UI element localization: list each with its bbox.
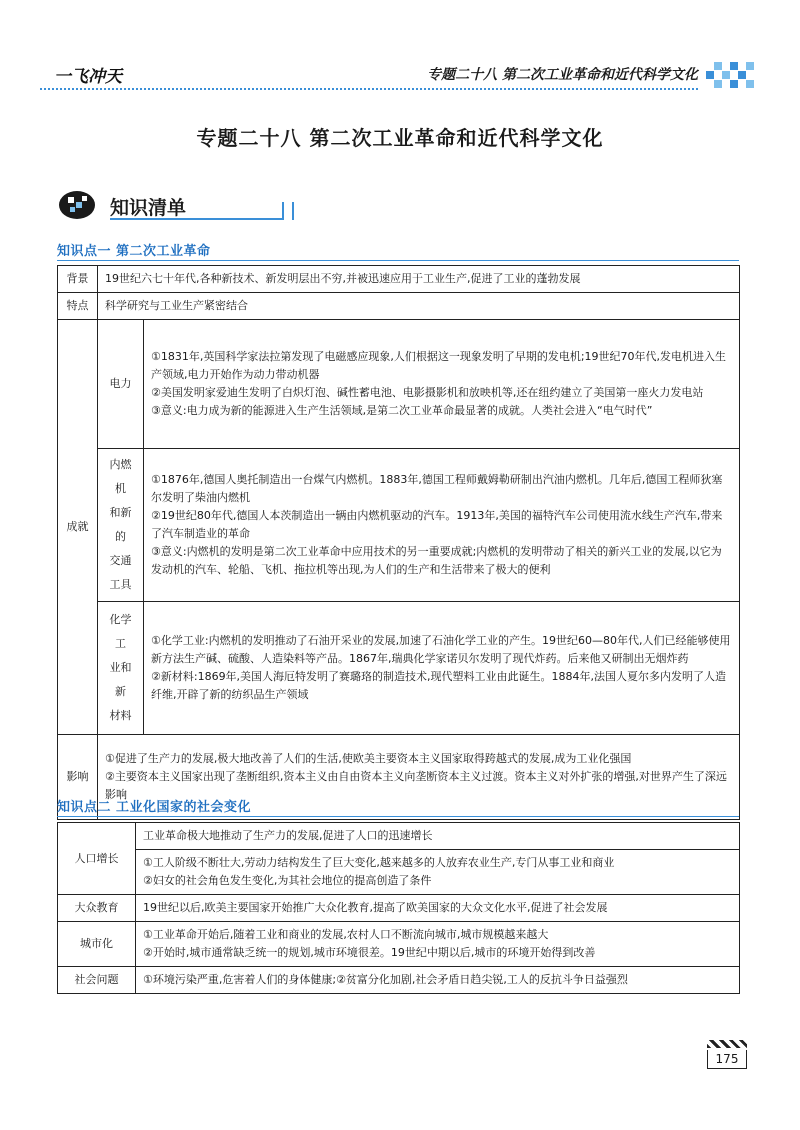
sub-label-line: 化学工 — [109, 613, 132, 650]
table-row — [58, 293, 740, 320]
list-item: ①工业革命开始后,随着工业和商业的发展,农村人口不断流向城市,城市规模越来越大 — [143, 928, 549, 941]
kp2-heading-text: 知识点二 工业化国家的社会变化 — [57, 800, 252, 815]
sub-label-engine — [98, 449, 144, 602]
header-divider — [40, 88, 698, 90]
education-text: 19世纪以后,欧美主要国家开始推广大众化教育,提高了欧美国家的大众文化水平,促进了社会发展 — [136, 895, 740, 922]
section-heading — [58, 188, 294, 222]
row-label-social: 社会问题 — [58, 967, 136, 994]
row-label-achievements: 成就 — [58, 320, 98, 735]
kp2-heading-underline — [57, 816, 739, 817]
urbanization-content — [136, 922, 740, 967]
list-item: ①工人阶级不断壮大,劳动力结构发生了巨大变化,越来越多的人放弃农业生产,专门从事工业和商业 — [143, 856, 615, 869]
background-text: 19世纪六七十年代,各种新技术、新发明层出不穷,并被迅速应用于工业生产,促进了工业的蓬勃发展 — [98, 266, 740, 293]
engine-content — [144, 449, 740, 602]
row-label-urbanization: 城市化 — [58, 922, 136, 967]
sub-label-line: 工具 — [109, 578, 132, 591]
list-item: ②开始时,城市通常缺乏统一的规划,城市环境很差。19世纪中期以后,城市的环境开始得到改善 — [143, 946, 596, 959]
sub-label-line: 内燃机 — [109, 458, 132, 495]
electricity-content — [144, 320, 740, 449]
table-row — [58, 449, 740, 602]
row-label-education: 大众教育 — [58, 895, 136, 922]
running-title: 专题二十八 第二次工业革命和近代科学文化 — [427, 67, 698, 83]
kp1-heading — [57, 240, 211, 259]
sub-label-line: 材料 — [109, 709, 132, 722]
list-item: ②主要资本主义国家出现了垄断组织,资本主义由自由资本主义向垄断资本主义过渡。资本主义对外扩张的增强,对世界产生了深远影响 — [105, 770, 727, 801]
row-label-impact: 影响 — [58, 735, 98, 820]
sub-label-line: 和新的 — [109, 506, 132, 543]
list-item: ③意义:电力成为新的能源进入生产生活领域,是第二次工业革命最显著的成就。人类社会进入“电气时代” — [151, 404, 653, 417]
kp1-table — [57, 265, 740, 820]
sub-label-line: 交通 — [109, 554, 132, 567]
brand-logo: 一飞冲天 — [54, 67, 122, 87]
list-item: ①化学工业:内燃机的发明推动了石油开采业的发展,加速了石油化学工业的产生。19世纪60—80年代,人们已经能够使用新方法生产碱、硫酸、人造染料等产品。1867年,瑞典化学家诺贝尔发明了现代炸药。后来他又研制出无烟炸药 — [151, 634, 731, 665]
page-title: 专题二十八 第二次工业革命和近代科学文化 — [196, 126, 604, 150]
list-item: ①1831年,英国科学家法拉第发现了电磁感应现象,人们根据这一现象发明了早期的发电机;19世纪70年代,发电机进入生产领域,电力开始作为动力带动机器 — [151, 350, 727, 381]
sub-label-electricity: 电力 — [98, 320, 144, 449]
list-item: ①1876年,德国人奥托制造出一台煤气内燃机。1883年,德国工程师戴姆勒研制出汽油内燃机。几年后,德国工程师狄塞尔发明了柴油内燃机 — [151, 473, 723, 504]
table-row — [58, 823, 740, 850]
sub-label-line: 业和新 — [109, 661, 132, 698]
page-header — [40, 60, 760, 90]
table-row — [58, 266, 740, 293]
table-row — [58, 850, 740, 895]
list-item: ③意义:内燃机的发明是第二次工业革命中应用技术的另一重要成就;内燃机的发明带动了相关的新兴工业的发展,以它为发动机的汽车、轮船、飞机、拖拉机等出现,为人们的生产和生活带来了极大的便利 — [151, 545, 722, 576]
kp1-heading-text: 知识点一 第二次工业革命 — [57, 244, 211, 259]
chemical-content — [144, 602, 740, 735]
social-text: ①环境污染严重,危害着人们的身体健康;②贫富分化加剧,社会矛盾日趋尖锐,工人的反抗斗争日益强烈 — [136, 967, 740, 994]
sub-label-chemical — [98, 602, 144, 735]
population-items — [136, 850, 740, 895]
population-top: 工业革命极大地推动了生产力的发展,促进了人口的迅速增长 — [136, 823, 740, 850]
page-number-decoration — [707, 1040, 747, 1048]
section-heading-underline — [110, 218, 284, 220]
kp2-heading — [57, 796, 251, 815]
star-badge-icon — [58, 190, 96, 220]
kp1-heading-underline — [57, 260, 739, 261]
list-item: ②妇女的社会角色发生变化,为其社会地位的提高创造了条件 — [143, 874, 432, 887]
list-item: ②新材料:1869年,美国人海厄特发明了赛璐珞的制造技术,现代塑料工业由此诞生。1884年,法国人夏尔多内发明了人造纤维,开辟了新的纺织品生产领域 — [151, 670, 727, 701]
list-item: ①促进了生产力的发展,极大地改善了人们的生活,使欧美主要资本主义国家取得跨越式的发展,成为工业化强国 — [105, 752, 632, 765]
table-row — [58, 895, 740, 922]
row-label-background: 背景 — [58, 266, 98, 293]
table-row — [58, 922, 740, 967]
table-row — [58, 602, 740, 735]
section-heading-text: 知识清单 — [110, 197, 187, 219]
feature-text: 科学研究与工业生产紧密结合 — [98, 293, 740, 320]
page-number — [707, 1040, 747, 1070]
table-row — [58, 967, 740, 994]
checker-decoration-icon — [706, 60, 760, 90]
section-heading-bars — [282, 202, 294, 220]
kp2-table — [57, 822, 740, 994]
list-item: ②19世纪80年代,德国人本茨制造出一辆由内燃机驱动的汽车。1913年,美国的福特汽车公司使用流水线生产汽车,带来了汽车制造业的革命 — [151, 509, 723, 540]
row-label-population: 人口增长 — [58, 823, 136, 895]
table-row — [58, 320, 740, 449]
row-label-feature: 特点 — [58, 293, 98, 320]
list-item: ②美国发明家爱迪生发明了白炽灯泡、碱性蓄电池、电影摄影机和放映机等,还在纽约建立了美国第一座火力发电站 — [151, 386, 704, 399]
page-number-text: 175 — [707, 1050, 747, 1069]
